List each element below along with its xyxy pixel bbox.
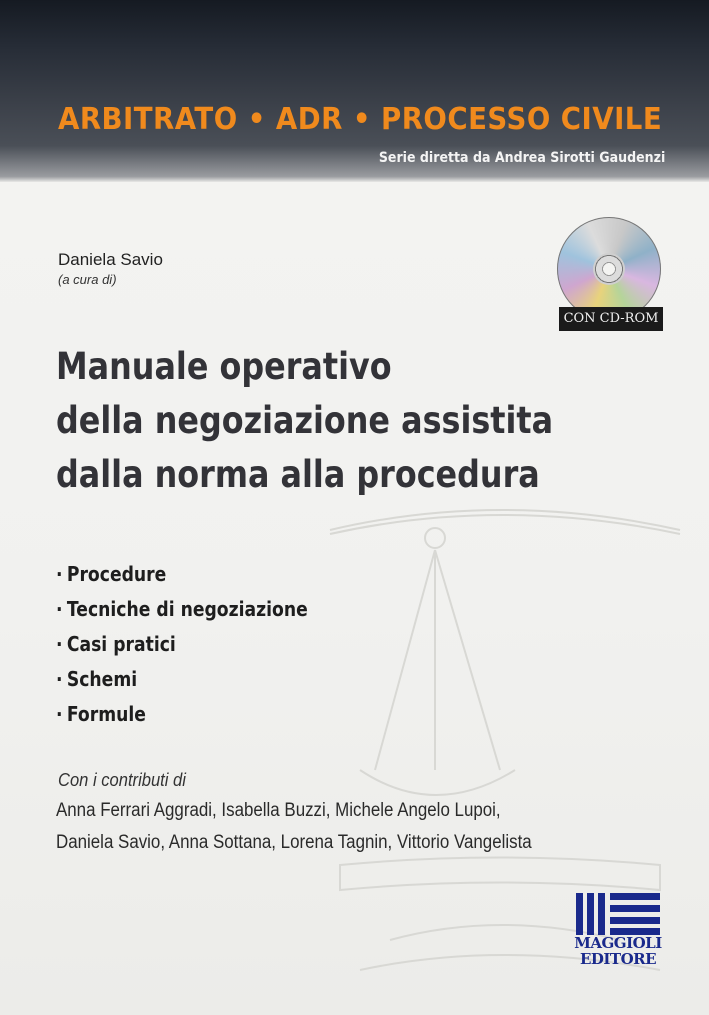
feature-item: · Tecniche di negoziazione: [56, 592, 308, 627]
author-role: (a cura di): [58, 272, 117, 287]
feature-item: · Schemi: [56, 662, 308, 697]
feature-item: · Casi pratici: [56, 627, 308, 662]
feature-item: · Procedure: [56, 557, 308, 592]
cd-rom-badge: CON CD-ROM: [559, 307, 663, 331]
feature-item: · Formule: [56, 697, 308, 732]
cd-rom-icon: [557, 217, 661, 321]
publisher-name: MAGGIOLI: [574, 934, 662, 952]
title-line-2: della negoziazione assistita: [56, 399, 554, 442]
series-banner: [0, 0, 709, 182]
cd-hole: [593, 253, 625, 285]
feature-list: [56, 557, 308, 732]
series-editor: Serie diretta da Andrea Sirotti Gaudenzi: [378, 150, 665, 166]
maggioli-logo-icon: [572, 893, 664, 935]
title-line-1: Manuale operativo: [56, 345, 392, 388]
contributors-label: Con i contributi di: [58, 770, 186, 790]
publisher-label: EDITORE: [579, 950, 657, 968]
book-title: [56, 340, 553, 502]
contributors-line-1: Anna Ferrari Aggradi, Isabella Buzzi, Michele Angelo Lupoi,: [56, 800, 501, 821]
series-title: ARBITRATO • ADR • PROCESSO CIVILE: [58, 102, 663, 137]
author-name: Daniela Savio: [58, 250, 163, 269]
contributors-line-2: Daniela Savio, Anna Sottana, Lorena Tagnin, Vittorio Vangelista: [56, 832, 532, 853]
title-line-3: dalla norma alla procedura: [56, 453, 540, 496]
